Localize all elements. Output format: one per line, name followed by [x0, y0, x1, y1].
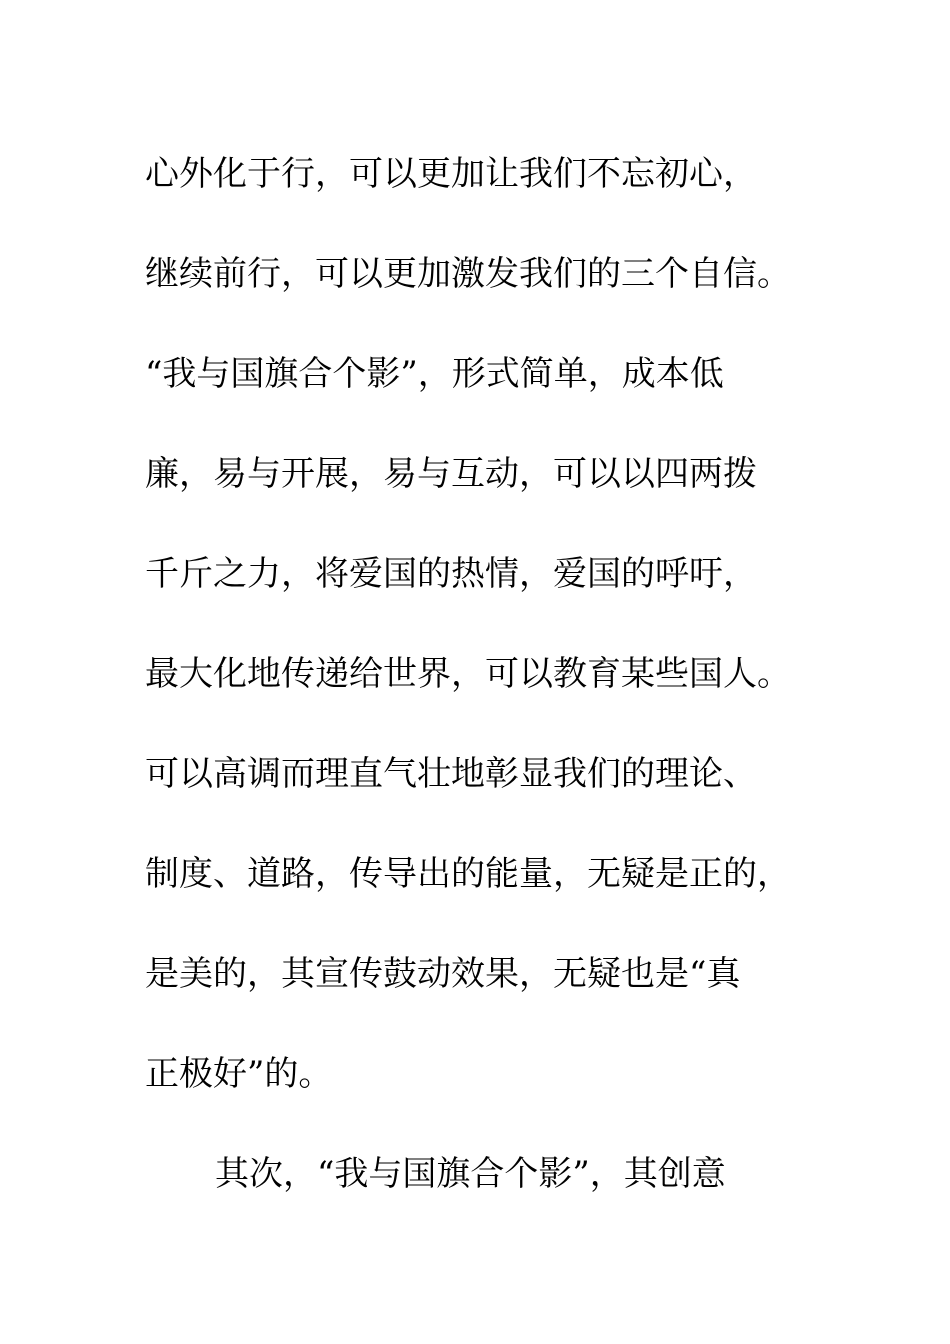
text-line: 正极好”的。 [145, 1054, 333, 1094]
text-line: 可以高调而理直气壮地彰显我们的理论、 [145, 754, 757, 794]
text-line: 制度、道路，传导出的能量，无疑是正的， [145, 854, 791, 894]
text-line: 千斤之力，将爱国的热情，爱国的呼吁， [145, 554, 757, 594]
text-line: 廉，易与开展，易与互动，可以以四两拨 [145, 454, 757, 494]
text-line: 心外化于行，可以更加让我们不忘初心， [145, 154, 757, 194]
paragraph-start-line: 其次，“我与国旗合个影”，其创意 [215, 1154, 726, 1194]
text-line: 是美的，其宣传鼓动效果，无疑也是“真 [145, 954, 741, 994]
text-line: 最大化地传递给世界，可以教育某些国人。 [145, 654, 791, 694]
text-line: 继续前行，可以更加激发我们的三个自信。 [145, 254, 791, 294]
body-text [145, 124, 805, 1224]
text-line: “我与国旗合个影”，形式简单，成本低 [145, 354, 724, 394]
